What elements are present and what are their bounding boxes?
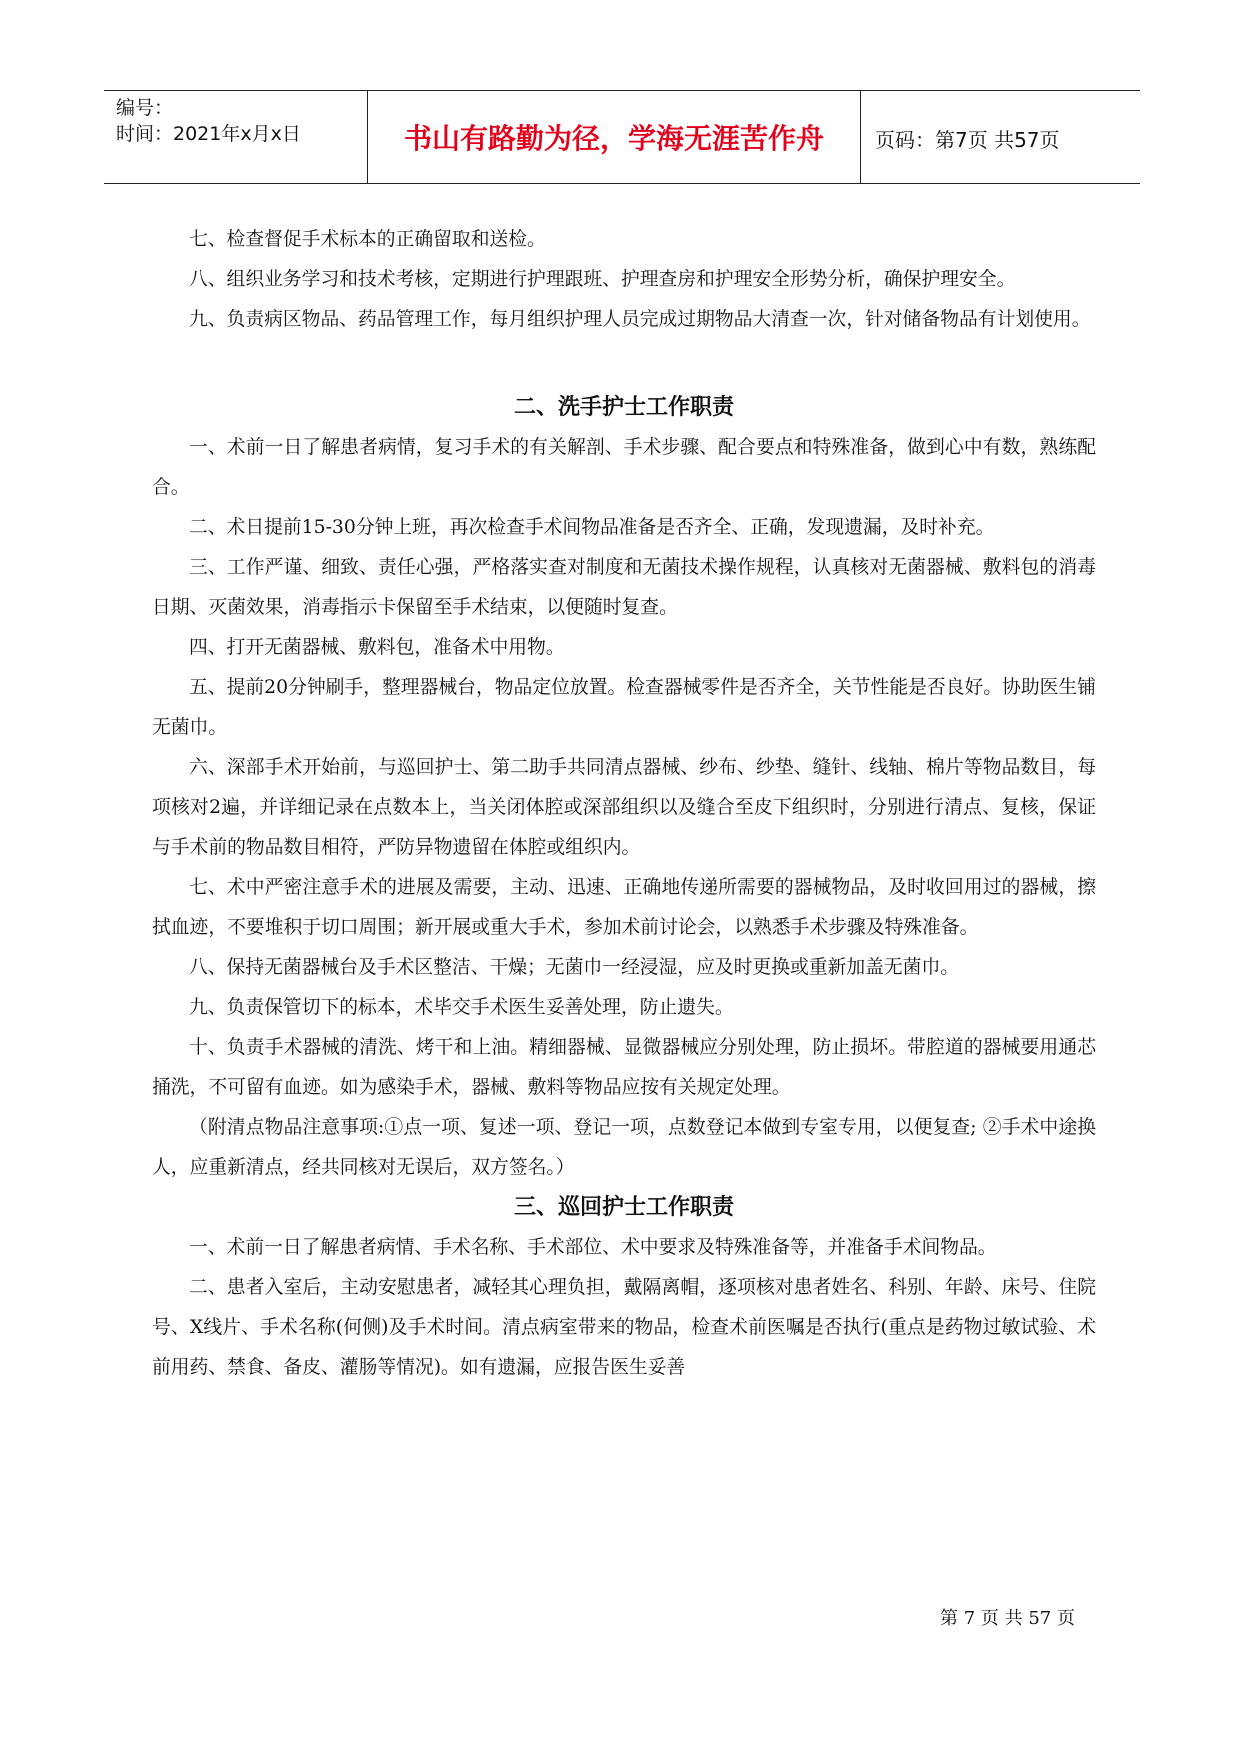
header-motto-cell — [368, 91, 861, 183]
document-time-label: 时间：2021年x月x日 — [116, 123, 301, 145]
section-heading: 二、洗手护士工作职责 — [513, 395, 734, 420]
document-number-label: 编号： — [116, 97, 174, 119]
header-motto: 书山有路勤为径，学海无涯苦作舟 — [403, 122, 824, 155]
paragraph: 九、负责病区物品、药品管理工作，每月组织护理人员完成过期物品大清查一次，针对储备物品有计划使用。 — [189, 309, 1091, 330]
header-meta — [104, 91, 368, 183]
page-header — [104, 90, 1140, 184]
paragraph: 七、检查督促手术标本的正确留取和送检。 — [189, 229, 546, 250]
document-body — [152, 220, 1096, 1388]
paragraph: 三、工作严谨、细致、责任心强，严格落实查对制度和无菌技术操作规程，认真核对无菌器械、敷料包的消毒日期、灭菌效果，消毒指示卡保留至手术结束，以便随时复查。 — [152, 557, 1096, 618]
paragraph: 一、术前一日了解患者病情，复习手术的有关解剖、手术步骤、配合要点和特殊准备，做到心中有数，熟练配合。 — [152, 437, 1096, 498]
paragraph: 二、术日提前15-30分钟上班，再次检查手术间物品准备是否齐全、正确，发现遗漏，及时补充。 — [189, 517, 995, 538]
note-paragraph: （附清点物品注意事项:①点一项、复述一项、登记一项，点数登记本做到专室专用，以便复查; ②手术中途换人，应重新清点，经共同核对无误后，双方签名。） — [152, 1117, 1096, 1178]
paragraph: 九、负责保管切下的标本，术毕交手术医生妥善处理，防止遗失。 — [189, 997, 734, 1018]
paragraph: 十、负责手术器械的清洗、烤干和上油。精细器械、显微器械应分别处理，防止损坏。带腔道的器械要用通芯捅洗，不可留有血迹。如为感染手术，器械、敷料等物品应按有关规定处理。 — [152, 1037, 1096, 1098]
paragraph: 一、术前一日了解患者病情、手术名称、手术部位、术中要求及特殊准备等，并准备手术间物品。 — [189, 1237, 997, 1258]
header-page-cell — [861, 91, 1140, 183]
section-heading: 三、巡回护士工作职责 — [513, 1195, 734, 1220]
paragraph: 六、深部手术开始前，与巡回护士、第二助手共同清点器械、纱布、纱垫、缝针、线轴、棉片等物品数目，每项核对2遍，并详细记录在点数本上，当关闭体腔或深部组织以及缝合至皮下组织时，分别进行清点、复核，保证与手术前的物品数目相符，严防异物遗留在体腔或组织内。 — [152, 757, 1096, 858]
paragraph: 二、患者入室后，主动安慰患者，减轻其心理负担，戴隔离帽，逐项核对患者姓名、科别、年龄、床号、住院号、X线片、手术名称(何侧)及手术时间。清点病室带来的物品，检查术前医嘱是否执行(重点是药物过敏试验、术前用药、禁食、备皮、灌肠等情况)。如有遗漏，应报告医生妥善 — [152, 1277, 1096, 1378]
header-page-number: 页码：第7页 共57页 — [875, 128, 1060, 152]
paragraph: 五、提前20分钟刷手，整理器械台，物品定位放置。检查器械零件是否齐全，关节性能是否良好。协助医生铺无菌巾。 — [152, 677, 1096, 738]
paragraph: 八、保持无菌器械台及手术区整洁、干燥；无菌巾一经浸湿，应及时更换或重新加盖无菌巾。 — [189, 957, 960, 978]
paragraph: 八、组织业务学习和技术考核，定期进行护理跟班、护理查房和护理安全形势分析，确保护理安全。 — [189, 269, 1016, 290]
paragraph: 七、术中严密注意手术的进展及需要，主动、迅速、正确地传递所需要的器械物品，及时收回用过的器械，擦拭血迹，不要堆积于切口周围；新开展或重大手术，参加术前讨论会，以熟悉手术步骤及特殊准备。 — [152, 877, 1096, 938]
page-footer: 第 7 页 共 57 页 — [940, 1608, 1075, 1629]
paragraph: 四、打开无菌器械、敷料包，准备术中用物。 — [189, 637, 565, 658]
